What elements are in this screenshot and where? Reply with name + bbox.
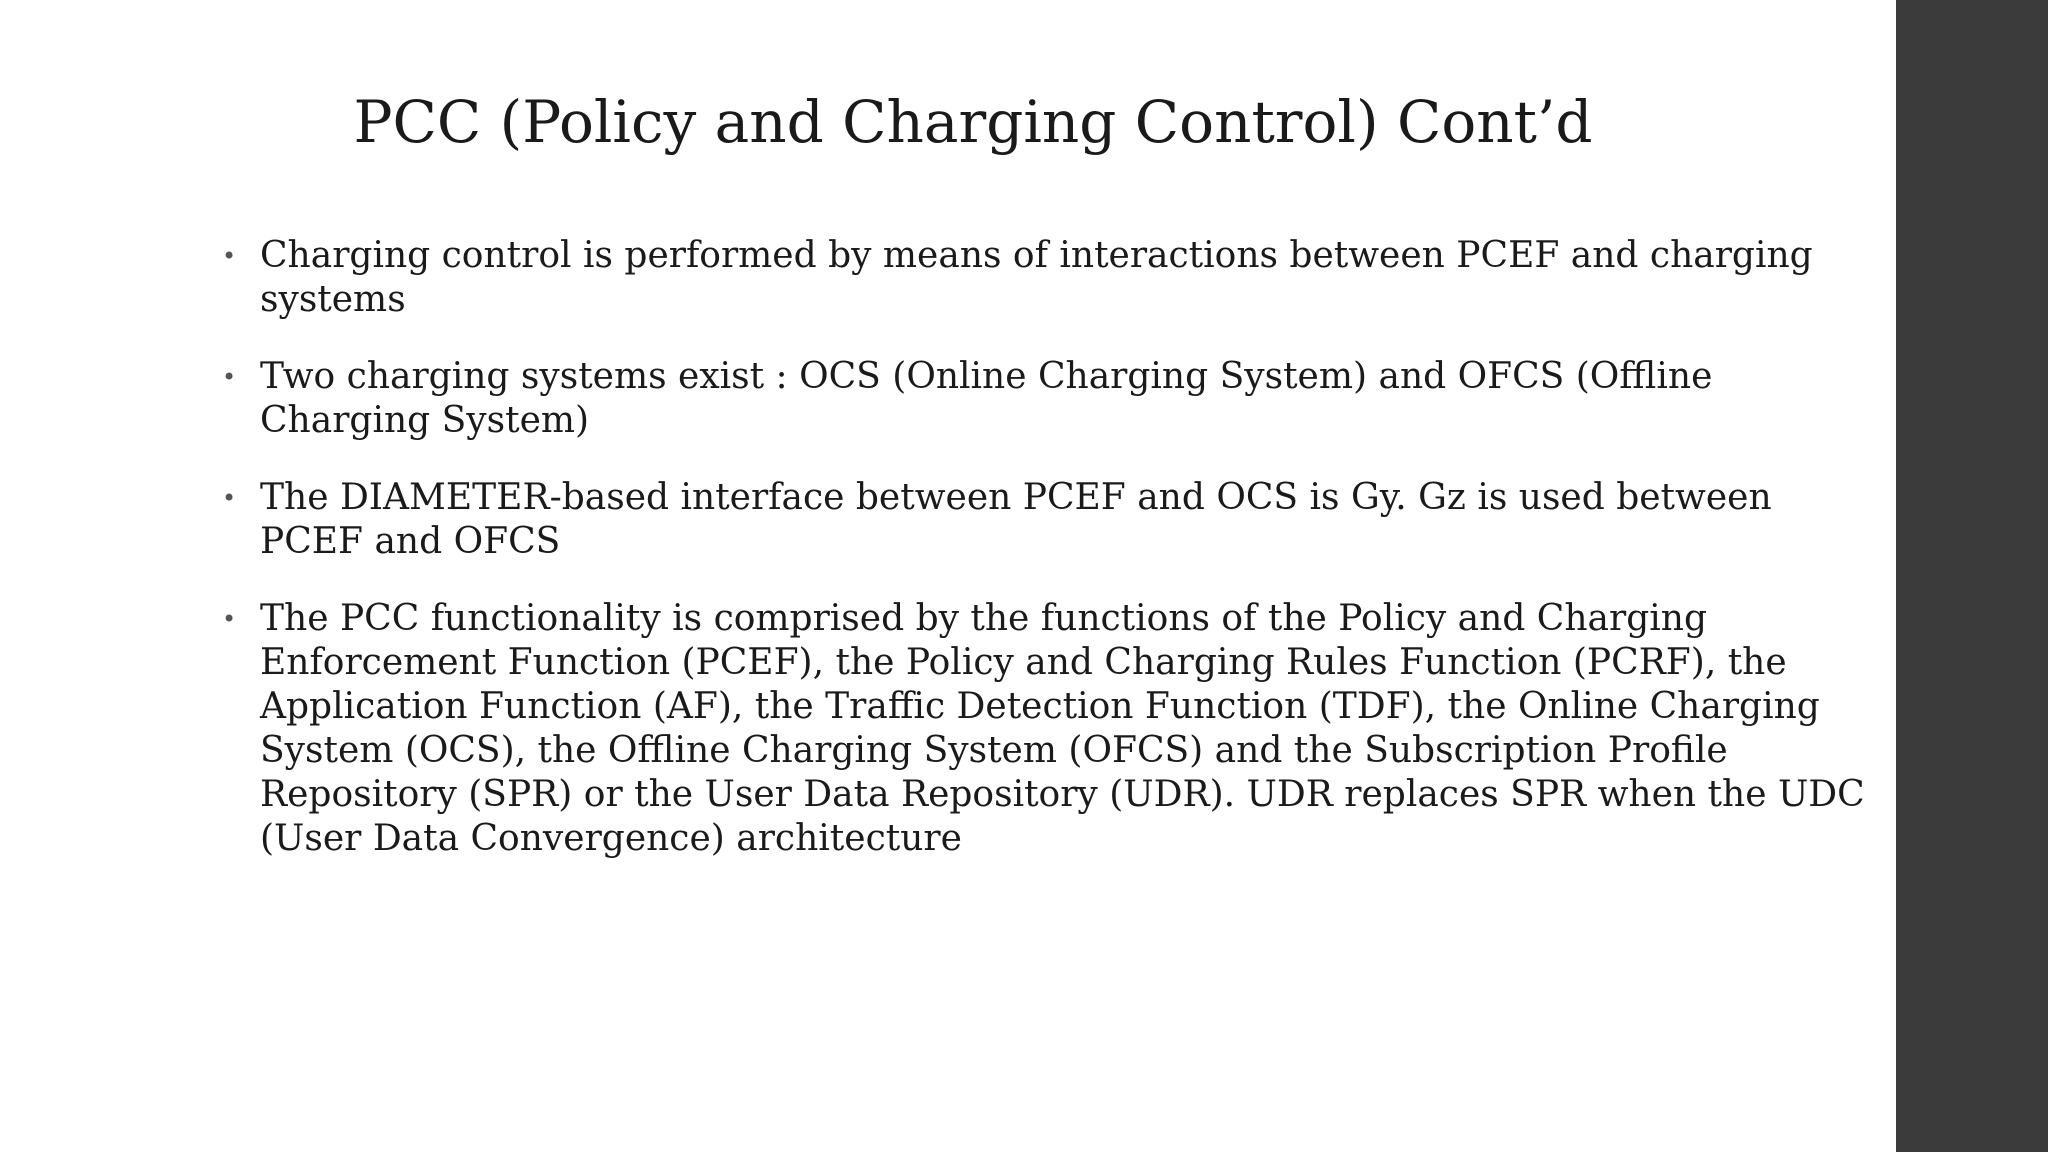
slide-title: PCC (Policy and Charging Control) Cont’d: [353, 88, 1593, 156]
bullet-dot-icon: •: [222, 242, 237, 270]
bullet-text: The DIAMETER-based interface between PCEF and OCS is Gy. Gz is used between PCEF and OFCS: [260, 477, 1772, 562]
bullet-text: Two charging systems exist : OCS (Online Charging System) and OFCS (Offline Charging System): [260, 356, 1713, 441]
bullet-text: Charging control is performed by means of interactions between PCEF and charging systems: [260, 235, 1813, 320]
side-bar: [1896, 0, 2048, 1152]
bullet-dot-icon: •: [222, 605, 237, 633]
bullet-text: The PCC functionality is comprised by the functions of the Policy and Charging Enforcement Function (PCEF), the Policy and Charging Rules Function (PCRF), the Application Function (AF), the Traffic Detection Function (TDF), the Online Charging System (OCS), the Offline Charging System (OFCS) and the Subscription Profile Repository (SPR) or the User Data Repository (UDR). UDR replaces SPR when the UDC (User Data Convergence) architecture: [260, 598, 1865, 859]
bullet-item: [222, 597, 1882, 861]
bullet-item: [222, 234, 1882, 322]
bullet-dot-icon: •: [222, 484, 237, 512]
bullet-item: [222, 355, 1882, 443]
bullet-dot-icon: •: [222, 363, 237, 391]
bullet-item: [222, 476, 1882, 564]
bullet-list: [222, 234, 1882, 894]
